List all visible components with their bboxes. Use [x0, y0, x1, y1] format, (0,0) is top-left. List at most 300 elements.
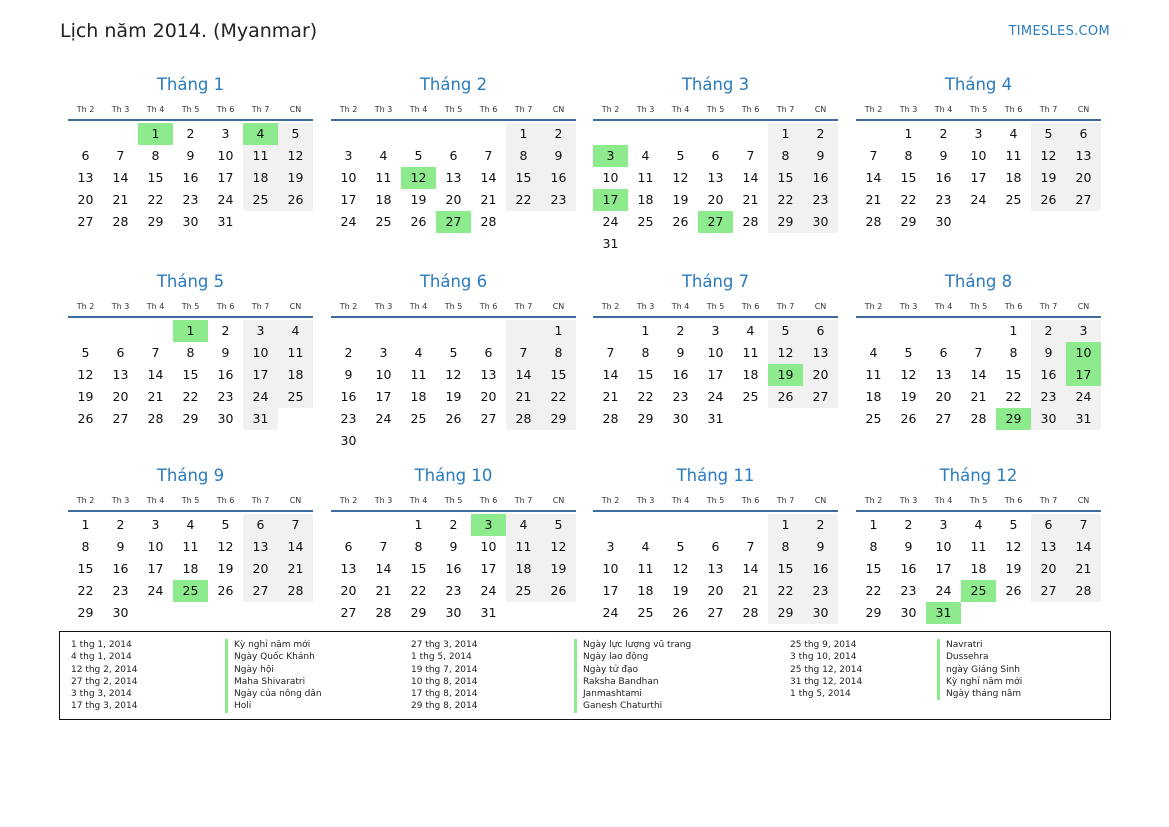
day-cell: 15 — [768, 167, 803, 189]
day-cell-empty — [366, 514, 401, 536]
day-cell-empty — [506, 320, 541, 342]
day-cell-empty — [961, 320, 996, 342]
day-cell: 14 — [865, 170, 882, 185]
day-cell: 10 — [480, 539, 497, 554]
weekday-label: Th 3 — [899, 105, 918, 114]
weekday-label: Th 7 — [1039, 302, 1058, 311]
day-cell-holiday: 12 — [401, 167, 436, 189]
day-cell: 28 — [602, 411, 619, 426]
legend-entry: 27 thg 2, 2014 — [71, 676, 138, 687]
day-cell-empty — [173, 602, 208, 624]
day-cell: 10 — [217, 148, 234, 163]
day-cell: 1 — [541, 320, 576, 342]
weekday-header — [856, 103, 1101, 121]
day-cell-empty — [628, 233, 663, 255]
day-cell: 10 — [340, 170, 357, 185]
day-cell: 3 — [243, 320, 278, 342]
legend-entry: 25 thg 9, 2014 — [790, 640, 857, 650]
day-cell: 13 — [480, 367, 497, 382]
day-cell: 15 — [506, 167, 541, 189]
day-cell: 9 — [939, 148, 948, 163]
legend-entry: 29 thg 8, 2014 — [411, 701, 478, 712]
day-cell: 25 — [865, 411, 882, 426]
day-cell: 24 — [1066, 386, 1101, 408]
day-cell: 8 — [506, 145, 541, 167]
day-cell: 14 — [375, 561, 392, 576]
month-title: Tháng 8 — [944, 272, 1013, 291]
day-cell: 18 — [970, 561, 987, 576]
day-cell: 24 — [217, 192, 234, 207]
day-cell: 3 — [1066, 320, 1101, 342]
day-cell: 2 — [1031, 320, 1066, 342]
day-cell: 6 — [344, 539, 353, 554]
weekday-label: Th 6 — [1004, 496, 1023, 505]
day-cell: 15 — [1005, 367, 1022, 382]
day-cell: 26 — [900, 411, 917, 426]
legend-entry: Raksha Bandhan — [583, 676, 659, 687]
day-cell: 7 — [606, 345, 615, 360]
month-title: Tháng 10 — [414, 466, 493, 485]
weekday-label: Th 2 — [864, 302, 883, 311]
day-cell: 23 — [541, 189, 576, 211]
day-cell: 18 — [278, 364, 313, 386]
day-cell: 14 — [147, 367, 164, 382]
day-cell: 7 — [278, 514, 313, 536]
day-cell: 5 — [541, 514, 576, 536]
weekday-label: Th 7 — [776, 496, 795, 505]
day-cell: 20 — [112, 389, 129, 404]
day-cell-holiday: 29 — [996, 408, 1031, 430]
day-cell: 3 — [344, 148, 353, 163]
weekday-label: Th 3 — [374, 496, 393, 505]
weekday-label: Th 4 — [146, 105, 165, 114]
day-cell: 26 — [217, 583, 234, 598]
legend-entry: Ngày tử đạo — [583, 664, 638, 675]
day-cell: 16 — [672, 367, 689, 382]
day-cell-empty — [1031, 211, 1066, 233]
weekday-label: CN — [552, 302, 565, 311]
day-cell: 4 — [641, 148, 650, 163]
day-cell-holiday: 27 — [436, 211, 471, 233]
weekday-label: Th 5 — [444, 302, 463, 311]
day-cell: 13 — [340, 561, 357, 576]
day-cell: 9 — [186, 148, 195, 163]
day-cell-empty — [541, 211, 576, 233]
day-grid — [593, 514, 838, 624]
day-cell: 20 — [243, 558, 278, 580]
day-cell: 21 — [480, 192, 497, 207]
day-cell-empty — [698, 123, 733, 145]
weekday-label: Th 2 — [601, 496, 620, 505]
day-cell: 6 — [711, 148, 720, 163]
day-cell: 16 — [112, 561, 129, 576]
day-cell: 3 — [711, 323, 720, 338]
day-cell: 13 — [1066, 145, 1101, 167]
day-cell-holiday: 25 — [961, 580, 996, 602]
day-cell-empty — [628, 514, 663, 536]
day-cell: 9 — [344, 367, 353, 382]
weekday-label: Th 5 — [706, 496, 725, 505]
day-cell-empty — [1066, 211, 1101, 233]
day-cell-empty — [733, 233, 768, 255]
day-cell-empty — [243, 211, 278, 233]
day-cell: 21 — [375, 583, 392, 598]
day-cell: 1 — [768, 123, 803, 145]
day-cell: 28 — [742, 214, 759, 229]
weekday-label: Th 7 — [514, 302, 533, 311]
day-cell: 30 — [803, 211, 838, 233]
day-cell: 30 — [445, 605, 462, 620]
day-cell: 3 — [379, 345, 388, 360]
day-cell-empty — [506, 211, 541, 233]
legend-entry: Navratri — [946, 640, 983, 650]
day-cell: 4 — [974, 517, 983, 532]
day-cell: 11 — [375, 170, 392, 185]
day-cell: 30 — [340, 433, 357, 448]
day-cell: 24 — [970, 192, 987, 207]
day-cell-empty — [541, 602, 576, 624]
day-cell: 13 — [1031, 536, 1066, 558]
day-cell: 2 — [541, 123, 576, 145]
month-2 — [331, 74, 576, 233]
day-cell: 13 — [112, 367, 129, 382]
weekday-label: CN — [814, 302, 827, 311]
site-link[interactable]: TIMESLES.COM — [1008, 24, 1110, 39]
weekday-label: Th 6 — [216, 302, 235, 311]
day-cell: 12 — [672, 170, 689, 185]
day-cell: 9 — [221, 345, 230, 360]
day-cell: 28 — [865, 214, 882, 229]
day-cell: 2 — [344, 345, 353, 360]
day-cell: 15 — [182, 367, 199, 382]
weekday-label: CN — [289, 302, 302, 311]
day-cell: 24 — [707, 389, 724, 404]
day-cell: 9 — [904, 539, 913, 554]
day-cell: 26 — [672, 605, 689, 620]
legend-entry: Ngày Quốc Khánh — [234, 652, 315, 663]
day-cell: 19 — [1005, 561, 1022, 576]
day-cell-empty — [436, 123, 471, 145]
day-cell: 30 — [1031, 408, 1066, 430]
weekday-label: Th 4 — [671, 105, 690, 114]
day-grid — [856, 514, 1101, 624]
day-cell: 12 — [77, 367, 94, 382]
day-cell: 12 — [672, 561, 689, 576]
day-cell: 8 — [414, 539, 423, 554]
weekday-label: Th 4 — [934, 496, 953, 505]
day-cell: 10 — [602, 170, 619, 185]
day-cell: 6 — [81, 148, 90, 163]
day-cell: 22 — [541, 386, 576, 408]
day-cell: 23 — [1031, 386, 1066, 408]
day-cell: 29 — [410, 605, 427, 620]
day-cell-holiday: 1 — [173, 320, 208, 342]
day-cell: 27 — [243, 580, 278, 602]
day-cell: 11 — [865, 367, 882, 382]
day-cell: 29 — [768, 602, 803, 624]
day-cell: 29 — [147, 214, 164, 229]
legend-entry: Ganesh Chaturthi — [583, 701, 663, 712]
weekday-label: Th 6 — [1004, 302, 1023, 311]
day-cell: 6 — [1031, 514, 1066, 536]
day-cell: 30 — [217, 411, 234, 426]
day-cell: 13 — [445, 170, 462, 185]
day-cell: 18 — [243, 167, 278, 189]
day-cell: 28 — [970, 411, 987, 426]
day-cell: 29 — [541, 408, 576, 430]
day-cell: 14 — [602, 367, 619, 382]
day-cell: 15 — [900, 170, 917, 185]
legend-entry: 10 thg 8, 2014 — [411, 676, 478, 687]
day-cell: 11 — [742, 345, 759, 360]
weekday-label: Th 3 — [899, 302, 918, 311]
day-cell-empty — [138, 602, 173, 624]
day-cell: 12 — [1031, 145, 1066, 167]
day-cell: 2 — [676, 323, 685, 338]
day-cell: 8 — [151, 148, 160, 163]
weekday-label: Th 5 — [181, 105, 200, 114]
day-cell: 8 — [641, 345, 650, 360]
day-cell: 1 — [904, 126, 913, 141]
day-cell: 20 — [707, 192, 724, 207]
day-cell: 22 — [865, 583, 882, 598]
day-cell: 2 — [186, 126, 195, 141]
day-cell: 25 — [742, 389, 759, 404]
day-cell: 24 — [340, 214, 357, 229]
day-cell: 25 — [410, 411, 427, 426]
day-cell: 22 — [182, 389, 199, 404]
weekday-label: Th 4 — [934, 302, 953, 311]
weekday-header — [856, 494, 1101, 512]
day-cell: 6 — [1066, 123, 1101, 145]
weekday-label: Th 3 — [111, 496, 130, 505]
day-cell-empty — [208, 602, 243, 624]
day-cell: 17 — [340, 192, 357, 207]
day-cell: 1 — [869, 517, 878, 532]
weekday-label: Th 4 — [146, 496, 165, 505]
day-cell: 27 — [340, 605, 357, 620]
weekday-label: CN — [289, 496, 302, 505]
day-cell: 30 — [900, 605, 917, 620]
legend-names-col-3 — [937, 639, 1022, 700]
legend-entry: 25 thg 12, 2014 — [790, 664, 863, 675]
day-cell: 18 — [506, 558, 541, 580]
day-cell: 8 — [1009, 345, 1018, 360]
day-cell-holiday: 17 — [1066, 364, 1101, 386]
legend-entry: Holi — [234, 701, 252, 712]
day-cell: 31 — [707, 411, 724, 426]
day-cell: 15 — [77, 561, 94, 576]
day-cell: 4 — [414, 345, 423, 360]
day-cell: 1 — [768, 514, 803, 536]
legend-entry: 3 thg 10, 2014 — [790, 652, 857, 663]
day-cell: 29 — [900, 214, 917, 229]
day-cell-holiday: 3 — [471, 514, 506, 536]
day-cell: 17 — [935, 561, 952, 576]
day-cell: 28 — [278, 580, 313, 602]
weekday-label: Th 4 — [409, 105, 428, 114]
day-grid — [331, 320, 576, 452]
day-cell: 16 — [340, 389, 357, 404]
month-3 — [593, 74, 838, 255]
legend-entry: Kỳ nghỉ năm mới — [946, 676, 1023, 687]
day-cell: 24 — [480, 583, 497, 598]
day-cell: 19 — [410, 192, 427, 207]
day-cell: 25 — [278, 386, 313, 408]
day-cell: 26 — [77, 411, 94, 426]
day-cell: 23 — [112, 583, 129, 598]
day-cell: 11 — [970, 539, 987, 554]
day-cell: 4 — [746, 323, 755, 338]
day-cell-empty — [243, 602, 278, 624]
day-cell: 17 — [480, 561, 497, 576]
day-cell: 5 — [904, 345, 913, 360]
day-cell-empty — [103, 123, 138, 145]
weekday-label: CN — [289, 105, 302, 114]
weekday-label: Th 3 — [374, 302, 393, 311]
day-cell: 7 — [484, 148, 493, 163]
day-cell: 6 — [449, 148, 458, 163]
day-cell: 5 — [278, 123, 313, 145]
day-cell: 10 — [707, 345, 724, 360]
day-cell: 5 — [449, 345, 458, 360]
legend-dates-col-3 — [790, 639, 862, 700]
day-grid — [593, 320, 838, 430]
month-title: Tháng 4 — [944, 75, 1013, 94]
day-cell: 8 — [904, 148, 913, 163]
day-cell: 31 — [602, 236, 619, 251]
month-title: Tháng 1 — [156, 75, 225, 94]
day-cell: 6 — [939, 345, 948, 360]
month-7 — [593, 271, 838, 430]
day-grid — [856, 123, 1101, 233]
day-cell: 26 — [541, 580, 576, 602]
day-cell: 2 — [221, 323, 230, 338]
legend-entry: 19 thg 7, 2014 — [411, 664, 478, 675]
day-cell: 9 — [449, 539, 458, 554]
day-cell: 22 — [147, 192, 164, 207]
day-cell: 17 — [602, 583, 619, 598]
day-cell-empty — [856, 123, 891, 145]
day-cell: 22 — [410, 583, 427, 598]
month-4 — [856, 74, 1101, 233]
day-cell: 15 — [410, 561, 427, 576]
day-cell: 8 — [186, 345, 195, 360]
weekday-label: Th 5 — [444, 496, 463, 505]
day-cell: 13 — [803, 342, 838, 364]
day-cell: 20 — [935, 389, 952, 404]
holiday-legend — [59, 631, 1111, 720]
day-cell-empty — [366, 430, 401, 452]
day-cell: 29 — [768, 211, 803, 233]
weekday-label: CN — [814, 496, 827, 505]
legend-entry: 1 thg 5, 2014 — [790, 689, 851, 700]
day-cell: 6 — [484, 345, 493, 360]
weekday-label: Th 3 — [636, 496, 655, 505]
day-cell: 30 — [935, 214, 952, 229]
day-cell: 13 — [77, 170, 94, 185]
day-cell-empty — [803, 233, 838, 255]
day-cell: 29 — [182, 411, 199, 426]
legend-entry: Ngày của nông dân — [234, 689, 322, 700]
day-cell: 4 — [869, 345, 878, 360]
legend-entry: Kỳ nghỉ năm mới — [234, 640, 311, 650]
day-cell-empty — [961, 211, 996, 233]
day-cell: 1 — [414, 517, 423, 532]
legend-entry: 17 thg 8, 2014 — [411, 689, 478, 700]
day-cell: 23 — [803, 580, 838, 602]
day-cell: 20 — [1031, 558, 1066, 580]
day-cell: 10 — [602, 561, 619, 576]
month-11 — [593, 465, 838, 624]
day-cell: 7 — [869, 148, 878, 163]
day-cell: 18 — [410, 389, 427, 404]
day-cell: 5 — [676, 148, 685, 163]
day-cell: 14 — [742, 561, 759, 576]
day-cell-empty — [628, 123, 663, 145]
day-cell: 21 — [742, 192, 759, 207]
day-cell-empty — [593, 320, 628, 342]
day-cell: 7 — [974, 345, 983, 360]
month-title: Tháng 7 — [681, 272, 750, 291]
day-cell: 10 — [935, 539, 952, 554]
legend-entry: ngày Giáng Sinh — [946, 664, 1021, 675]
day-cell: 2 — [116, 517, 125, 532]
day-cell: 5 — [221, 517, 230, 532]
day-cell: 19 — [278, 167, 313, 189]
day-cell-empty — [366, 123, 401, 145]
month-title: Tháng 12 — [939, 466, 1018, 485]
day-cell: 15 — [865, 561, 882, 576]
day-cell: 19 — [77, 389, 94, 404]
day-cell: 27 — [1031, 580, 1066, 602]
day-cell: 16 — [803, 167, 838, 189]
legend-entry: 17 thg 3, 2014 — [71, 701, 138, 712]
day-cell: 12 — [1005, 539, 1022, 554]
day-cell: 22 — [768, 189, 803, 211]
day-cell: 25 — [637, 214, 654, 229]
weekday-label: Th 6 — [479, 105, 498, 114]
weekday-label: Th 4 — [671, 302, 690, 311]
day-cell: 20 — [340, 583, 357, 598]
day-cell: 13 — [935, 367, 952, 382]
day-cell: 13 — [243, 536, 278, 558]
day-cell: 6 — [243, 514, 278, 536]
weekday-label: Th 7 — [251, 496, 270, 505]
day-cell: 2 — [449, 517, 458, 532]
day-cell: 4 — [379, 148, 388, 163]
page-title: Lịch năm 2014. (Myanmar) — [60, 20, 318, 42]
legend-entry: Maha Shivaratri — [234, 676, 306, 687]
day-cell: 26 — [768, 386, 803, 408]
weekday-label: CN — [1077, 496, 1090, 505]
day-cell: 28 — [480, 214, 497, 229]
legend-entry: Janmashtami — [583, 689, 642, 700]
day-cell: 11 — [243, 145, 278, 167]
weekday-label: Th 2 — [339, 496, 358, 505]
day-cell-empty — [278, 602, 313, 624]
day-cell: 27 — [803, 386, 838, 408]
day-cell: 17 — [707, 367, 724, 382]
day-cell: 13 — [707, 170, 724, 185]
day-cell-empty — [663, 123, 698, 145]
weekday-label: Th 2 — [864, 105, 883, 114]
day-cell-empty — [331, 320, 366, 342]
day-grid — [856, 320, 1101, 430]
month-title: Tháng 9 — [156, 466, 225, 485]
legend-entry: Dussehra — [946, 652, 989, 663]
day-cell-empty — [138, 320, 173, 342]
